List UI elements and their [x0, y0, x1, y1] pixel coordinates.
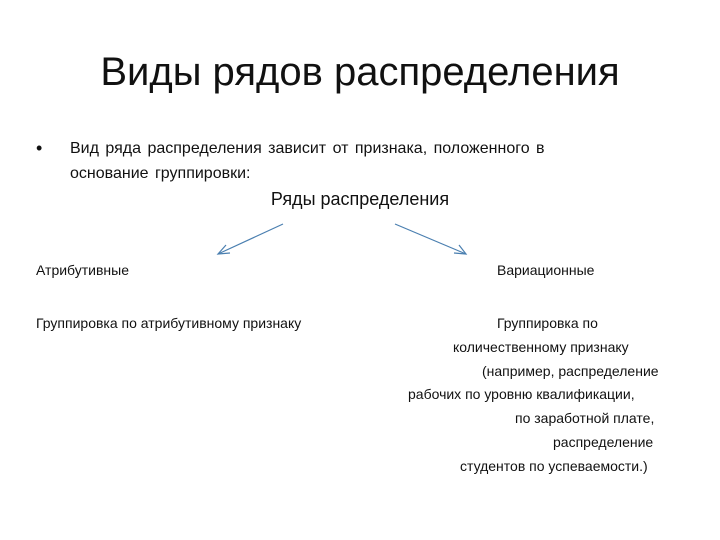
right-description-line: рабочих по уровню квалификации,: [408, 386, 635, 402]
branch-right-heading: Вариационные: [497, 262, 595, 278]
right-description-line: Группировка по: [497, 315, 598, 331]
bullet-text-line-2: основание группировки:: [70, 165, 251, 182]
bullet-text-line-1: Вид ряда распределения зависит от признака, положенного в: [70, 140, 545, 157]
right-description-line: по заработной плате,: [515, 410, 655, 426]
bullet-text: [70, 136, 630, 186]
diagram-root-label: Ряды распределения: [270, 189, 450, 209]
right-description-line: количественному признаку: [453, 339, 629, 355]
branch-left-description: Группировка по атрибутивному признаку: [36, 315, 302, 331]
arrow-right: [395, 224, 466, 254]
arrow-left: [218, 224, 283, 254]
bullet-marker: •: [36, 138, 43, 158]
arrow-left-head: [218, 245, 230, 254]
slide-title: Виды рядов распределения: [100, 50, 620, 94]
arrow-right-head: [454, 245, 466, 254]
right-description-line: распределение: [553, 434, 654, 450]
right-description-line: (например, распределение: [482, 363, 659, 379]
right-description-line: студентов по успеваемости.): [460, 458, 648, 474]
branch-left-heading: Атрибутивные: [36, 262, 130, 278]
